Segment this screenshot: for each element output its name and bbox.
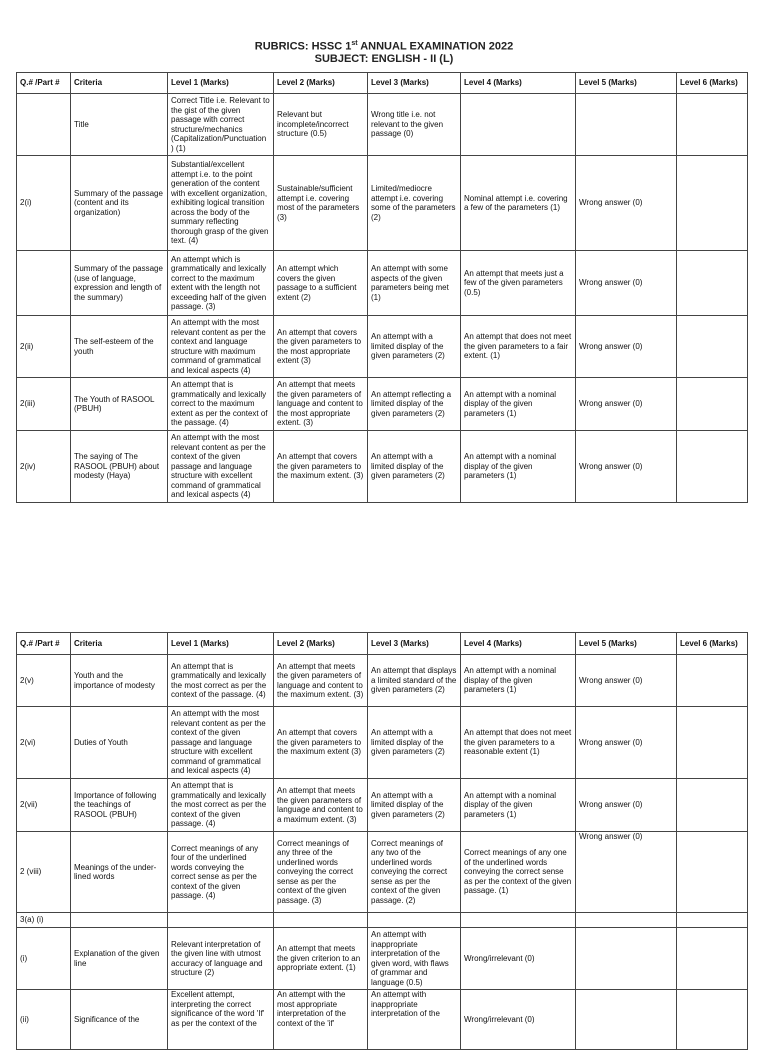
q-number: 2(vi) xyxy=(17,707,71,779)
level3-cell: Limited/mediocre attempt i.e. covering some of the parameters (2) xyxy=(368,156,461,251)
criteria-cell: Summary of the passage (use of language, expression and length of the summary) xyxy=(71,251,168,316)
level2-cell: An attempt that covers the given parameters to the maximum extent (3) xyxy=(274,707,368,779)
criteria-cell: The Youth of RASOOL (PBUH) xyxy=(71,378,168,431)
table-row xyxy=(17,913,748,928)
level2-cell: An attempt that meets the given criterion to an appropriate extent. (1) xyxy=(274,928,368,990)
level5-cell xyxy=(576,990,677,1050)
level1-cell: An attempt with the most relevant content as per the context and language structure with maximum command of grammatical and lexical aspects (4) xyxy=(168,316,274,378)
level2-cell: An attempt that meets the given parameters of language and content to a maximum extent. (3) xyxy=(274,779,368,832)
criteria-cell: Title xyxy=(71,94,168,156)
level1-cell: Excellent attempt, interpreting the correct significance of the word 'If' as per the context of the xyxy=(168,990,274,1050)
level2-cell: An attempt that covers the given parameters to the most appropriate extent (3) xyxy=(274,316,368,378)
header-row xyxy=(17,73,748,94)
level6-cell xyxy=(677,251,748,316)
level5-cell: Wrong answer (0) xyxy=(576,779,677,832)
table-row xyxy=(17,990,748,1050)
level3-cell: An attempt with inappropriate interpretation of the xyxy=(368,990,461,1050)
level1-cell: An attempt which is grammatically and lexically correct to the maximum extent with the length not exceeding half of the given passage. (3) xyxy=(168,251,274,316)
col-level2: Level 2 (Marks) xyxy=(274,633,368,655)
subject-title: SUBJECT: ENGLISH - II (L) xyxy=(314,53,454,65)
col-level4: Level 4 (Marks) xyxy=(461,73,576,94)
level5-cell: Wrong answer (0) xyxy=(576,378,677,431)
level1-cell: Correct meanings of any four of the underlined words conveying the correct sense as per the context of the given passage. (4) xyxy=(168,832,274,913)
level4-cell: An attempt with a nominal display of the given parameters (1) xyxy=(461,779,576,832)
level6-cell xyxy=(677,928,748,990)
level3-cell: An attempt with a limited display of the given parameters (2) xyxy=(368,707,461,779)
col-criteria: Criteria xyxy=(71,73,168,94)
table-row xyxy=(17,431,748,503)
level3-cell: Correct meanings of any two of the underlined words conveying the correct sense as per the context of the given passage. (2) xyxy=(368,832,461,913)
q-number xyxy=(17,251,71,316)
level5-cell: Wrong answer (0) xyxy=(576,316,677,378)
level3-cell xyxy=(368,913,461,928)
level5-cell xyxy=(576,928,677,990)
level2-cell: Sustainable/sufficient attempt i.e. covering most of the parameters (3) xyxy=(274,156,368,251)
col-level3: Level 3 (Marks) xyxy=(368,73,461,94)
level1-cell: Relevant interpretation of the given line with utmost accuracy of language and structure (2) xyxy=(168,928,274,990)
col-level5: Level 5 (Marks) xyxy=(576,633,677,655)
level5-cell: Wrong answer (0) xyxy=(576,832,677,913)
criteria-cell: Significance of the xyxy=(71,990,168,1050)
q-number: 3(a) (i) xyxy=(17,913,71,928)
level3-cell: An attempt that displays a limited standard of the given parameters (2) xyxy=(368,655,461,707)
level4-cell xyxy=(461,94,576,156)
col-level2: Level 2 (Marks) xyxy=(274,73,368,94)
table-row xyxy=(17,94,748,156)
level3-cell: An attempt reflecting a limited display of the given parameters (2) xyxy=(368,378,461,431)
q-number: 2(iv) xyxy=(17,431,71,503)
criteria-cell: Duties of Youth xyxy=(71,707,168,779)
rubric-table-1 xyxy=(16,72,748,503)
col-level4: Level 4 (Marks) xyxy=(461,633,576,655)
criteria-cell: Meanings of the under-lined words xyxy=(71,832,168,913)
col-level6: Level 6 (Marks) xyxy=(677,73,748,94)
table-row xyxy=(17,779,748,832)
level1-cell: An attempt with the most relevant content as per the context of the given passage and language structure with excellent command of grammatical and lexical aspects (4) xyxy=(168,707,274,779)
level5-cell xyxy=(576,94,677,156)
col-level5: Level 5 (Marks) xyxy=(576,73,677,94)
q-number: (ii) xyxy=(17,990,71,1050)
criteria-cell: Importance of following the teachings of RASOOL (PBUH) xyxy=(71,779,168,832)
criteria-cell: Youth and the importance of modesty xyxy=(71,655,168,707)
q-number: 2 (viii) xyxy=(17,832,71,913)
col-qno: Q.# /Part # xyxy=(17,73,71,94)
level1-cell: An attempt with the most relevant content as per the context of the given passage and language structure with excellent command of grammatical and lexical aspects (4) xyxy=(168,431,274,503)
criteria-cell xyxy=(71,913,168,928)
table-row xyxy=(17,156,748,251)
level3-cell: An attempt with some aspects of the given parameters being met (1) xyxy=(368,251,461,316)
level5-cell: Wrong answer (0) xyxy=(576,431,677,503)
table-row xyxy=(17,251,748,316)
level4-cell: An attempt with a nominal display of the given parameters (1) xyxy=(461,431,576,503)
level4-cell: Wrong/irrelevant (0) xyxy=(461,990,576,1050)
level3-cell: An attempt with a limited display of the given parameters (2) xyxy=(368,316,461,378)
level6-cell xyxy=(677,779,748,832)
level2-cell: Correct meanings of any three of the underlined words conveying the correct sense as per the context of the given passage. (3) xyxy=(274,832,368,913)
level4-cell: An attempt with a nominal display of the given parameters (1) xyxy=(461,378,576,431)
table-row xyxy=(17,928,748,990)
criteria-cell: Summary of the passage (content and its organization) xyxy=(71,156,168,251)
level6-cell xyxy=(677,990,748,1050)
level3-cell: An attempt with inappropriate interpretation of the given word, with flaws of grammar and language (0.5) xyxy=(368,928,461,990)
level3-cell: An attempt with a limited display of the given parameters (2) xyxy=(368,431,461,503)
level6-cell xyxy=(677,431,748,503)
level4-cell xyxy=(461,913,576,928)
level4-cell: Nominal attempt i.e. covering a few of the parameters (1) xyxy=(461,156,576,251)
level3-cell: An attempt with a limited display of the given parameters (2) xyxy=(368,779,461,832)
level2-cell xyxy=(274,913,368,928)
level1-cell: An attempt that is grammatically and lexically the most correct as per the context of the given passage. (4) xyxy=(168,779,274,832)
level6-cell xyxy=(677,94,748,156)
criteria-cell: The self-esteem of the youth xyxy=(71,316,168,378)
level1-cell: An attempt that is grammatically and lexically the most correct as per the context of the passage. (4) xyxy=(168,655,274,707)
criteria-cell: The saying of The RASOOL (PBUH) about modesty (Haya) xyxy=(71,431,168,503)
q-number xyxy=(17,94,71,156)
level4-cell: Wrong/irrelevant (0) xyxy=(461,928,576,990)
level1-cell: An attempt that is grammatically and lexically correct to the maximum extent as per the context of the passage. (4) xyxy=(168,378,274,431)
level1-cell: Substantial/excellent attempt i.e. to the point generation of the content with excellent organization, exhibiting logical transition across the body of the summary reflecting thorough grasp of the given text. (4) xyxy=(168,156,274,251)
page-title: RUBRICS: HSSC 1st ANNUAL EXAMINATION 2022 xyxy=(254,40,514,53)
level4-cell: An attempt that does not meet the given parameters to a fair extent. (1) xyxy=(461,316,576,378)
q-number: (i) xyxy=(17,928,71,990)
level6-cell xyxy=(677,156,748,251)
level5-cell: Wrong answer (0) xyxy=(576,251,677,316)
level1-cell xyxy=(168,913,274,928)
level1-cell: Correct Title i.e. Relevant to the gist of the given passage with correct structure/mechanics (Capitalization/Punctuation ) (1) xyxy=(168,94,274,156)
level4-cell: Correct meanings of any one of the underlined words conveying the correct sense as per the context of the given passage. (1) xyxy=(461,832,576,913)
level4-cell: An attempt that does not meet the given parameters to a reasonable extent (1) xyxy=(461,707,576,779)
level2-cell: An attempt with the most appropriate interpretation of the context of the 'if' xyxy=(274,990,368,1050)
level6-cell xyxy=(677,378,748,431)
level5-cell xyxy=(576,913,677,928)
level2-cell: An attempt that meets the given parameters of language and content to the maximum extent. (3) xyxy=(274,655,368,707)
rubric-table-2 xyxy=(16,632,748,1050)
q-number: 2(v) xyxy=(17,655,71,707)
q-number: 2(iii) xyxy=(17,378,71,431)
col-qno: Q.# /Part # xyxy=(17,633,71,655)
level6-cell xyxy=(677,655,748,707)
level2-cell: An attempt that meets the given parameters of language and content to the most appropriate extent. (3) xyxy=(274,378,368,431)
level2-cell: Relevant but incomplete/incorrect structure (0.5) xyxy=(274,94,368,156)
level4-cell: An attempt with a nominal display of the given parameters (1) xyxy=(461,655,576,707)
q-number: 2(vii) xyxy=(17,779,71,832)
level5-cell: Wrong answer (0) xyxy=(576,156,677,251)
level2-cell: An attempt which covers the given passage to a sufficient extent (2) xyxy=(274,251,368,316)
table-row xyxy=(17,707,748,779)
table-row xyxy=(17,832,748,913)
table-row xyxy=(17,655,748,707)
level5-cell: Wrong answer (0) xyxy=(576,655,677,707)
level6-cell xyxy=(677,316,748,378)
q-number: 2(i) xyxy=(17,156,71,251)
level6-cell xyxy=(677,913,748,928)
level4-cell: An attempt that meets just a few of the given parameters (0.5) xyxy=(461,251,576,316)
col-level1: Level 1 (Marks) xyxy=(168,633,274,655)
col-level6: Level 6 (Marks) xyxy=(677,633,748,655)
table-row xyxy=(17,316,748,378)
col-level1: Level 1 (Marks) xyxy=(168,73,274,94)
level6-cell xyxy=(677,707,748,779)
header-row xyxy=(17,633,748,655)
q-number: 2(ii) xyxy=(17,316,71,378)
col-criteria: Criteria xyxy=(71,633,168,655)
table-row xyxy=(17,378,748,431)
level3-cell: Wrong title i.e. not relevant to the given passage (0) xyxy=(368,94,461,156)
criteria-cell: Explanation of the given line xyxy=(71,928,168,990)
level2-cell: An attempt that covers the given parameters to the maximum extent. (3) xyxy=(274,431,368,503)
level5-cell: Wrong answer (0) xyxy=(576,707,677,779)
col-level3: Level 3 (Marks) xyxy=(368,633,461,655)
level6-cell xyxy=(677,832,748,913)
